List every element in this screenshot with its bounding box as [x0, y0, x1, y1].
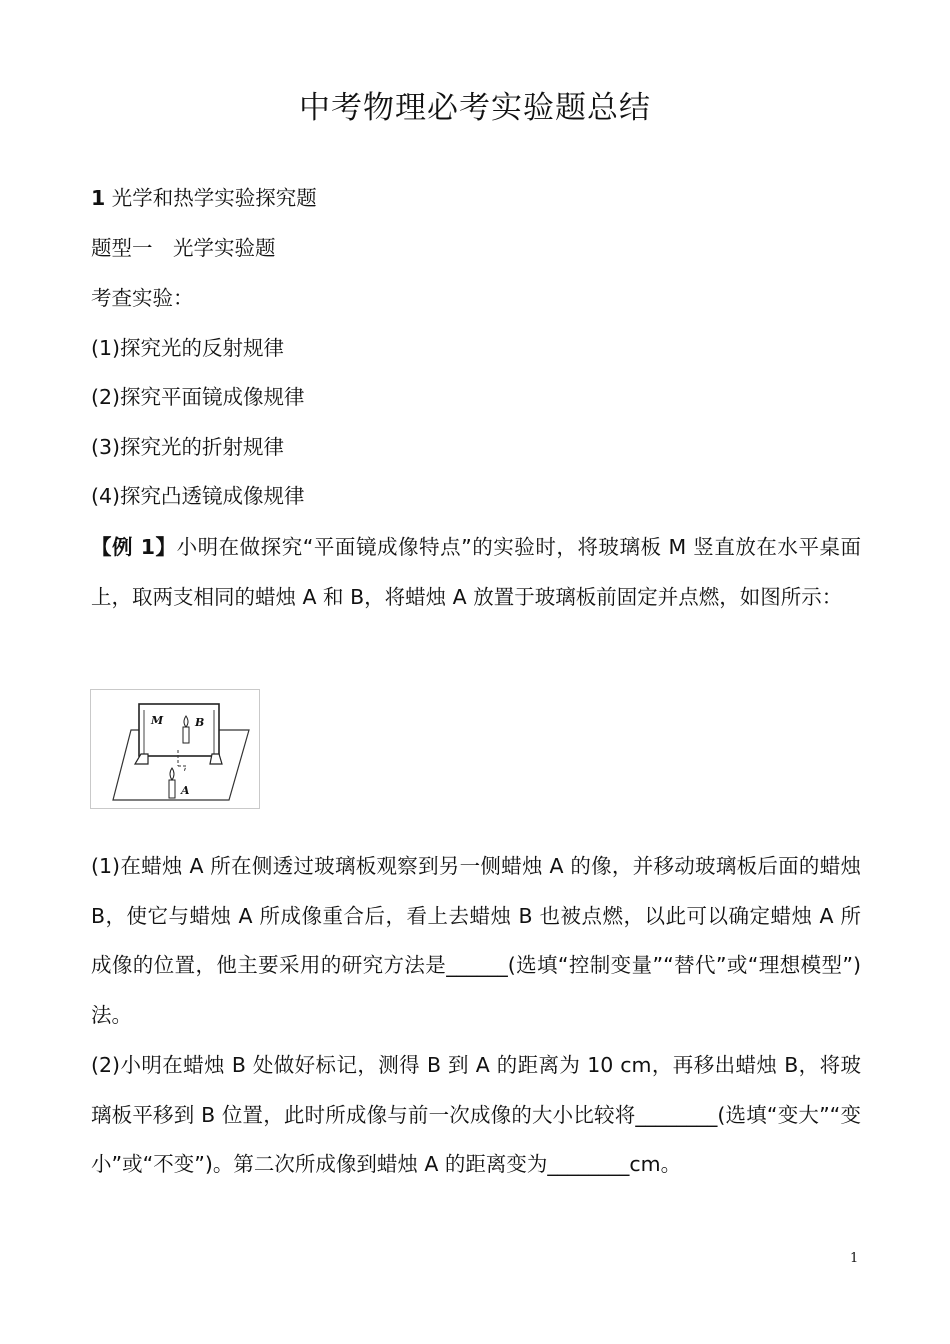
- candle-a-body: [169, 780, 175, 798]
- section-heading: [91, 185, 317, 211]
- example-intro: 小明在做探究“平面镜成像特点”的实验时，将玻璃板 M 竖直放在水平桌面上，取两支相同的蜡烛 A 和 B，将蜡烛 A 放置于玻璃板前固定并点燃，如图所示：: [91, 535, 861, 609]
- example-paragraph: [91, 523, 861, 622]
- question-1: (1)在蜡烛 A 所在侧透过玻璃板观察到另一侧蜡烛 A 的像，并移动玻璃板后面的蜡烛 B，使它与蜡烛 A 所成像重合后，看上去蜡烛 B 也被点燃，以此可以确定蜡烛 A 所成像的位置，他主要采用的研究方法是______(选填“控制变量”“替代”或“理想模型”)法。: [91, 854, 861, 1027]
- page-number: 1: [850, 1251, 859, 1266]
- section-number: 1: [91, 186, 106, 210]
- experiment-item: (3)探究光的折射规律: [91, 435, 285, 459]
- example-label: 【例 1】: [91, 535, 177, 559]
- candle-a-flame: [170, 768, 174, 780]
- sight-line: [178, 766, 186, 772]
- question-2: (2)小明在蜡烛 B 处做好标记，测得 B 到 A 的距离为 10 cm，再移出蜡烛 B，将玻璃板平移到 B 位置，此时所成像与前一次成像的大小比较将________(选填“变大”“变小”或“不变”)。第二次所成像到蜡烛 A 的距离变为________cm。: [91, 1053, 861, 1177]
- candle-b-body: [183, 727, 189, 743]
- label-a: A: [181, 784, 190, 797]
- experiment-item: (2)探究平面镜成像规律: [91, 385, 305, 409]
- glass-plate: [139, 704, 219, 756]
- page-title: 中考物理必考实验题总结: [299, 90, 651, 126]
- plate-stand-left: [135, 754, 148, 764]
- plate-stand-right: [210, 754, 222, 764]
- experiments-label: 考查实验：: [91, 286, 194, 310]
- subtype-heading: 题型一 光学实验题: [91, 236, 276, 260]
- candle-b-flame: [184, 716, 188, 727]
- mirror-candle-diagram: [91, 690, 259, 808]
- experiment-figure: [90, 689, 260, 809]
- label-m: M: [151, 714, 164, 727]
- label-b: B: [195, 716, 205, 729]
- experiment-item: (4)探究凸透镜成像规律: [91, 484, 305, 508]
- section-title: 光学和热学实验探究题: [105, 186, 317, 210]
- experiment-item: (1)探究光的反射规律: [91, 336, 285, 360]
